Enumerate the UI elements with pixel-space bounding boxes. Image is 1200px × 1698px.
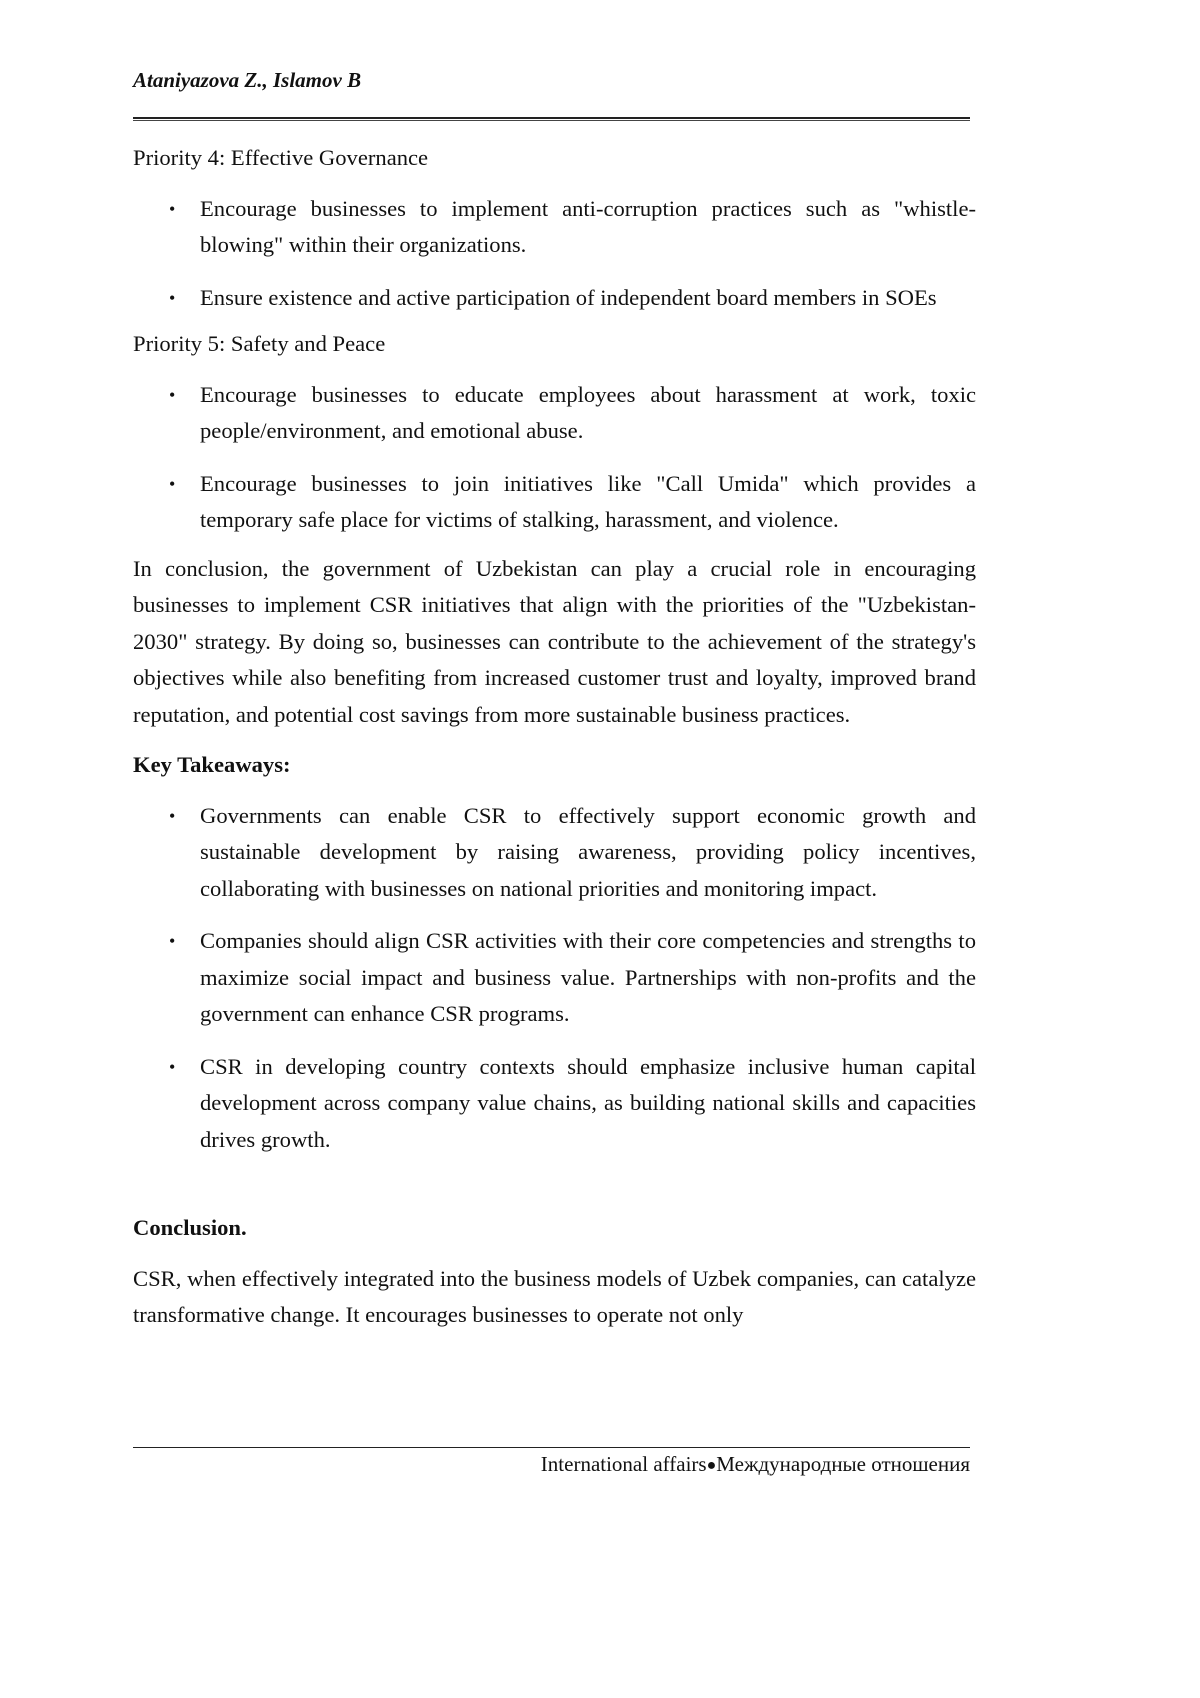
- conclusion-heading: Conclusion.: [133, 1215, 247, 1240]
- conclusion-text: CSR, when effectively integrated into the business models of Uzbek companies, can catalyze transformative change. It encourages businesses to operate not only: [133, 1265, 976, 1327]
- priority-4-title: Priority 4: Effective Governance: [133, 145, 429, 170]
- footer-divider: [133, 1447, 970, 1448]
- list-item: • Ensure existence and active participation of independent board members in SOEs: [133, 280, 976, 317]
- bullet-icon: •: [169, 473, 176, 494]
- priority-5-list: [133, 377, 976, 539]
- header-divider: [133, 117, 970, 121]
- bullet-icon: •: [169, 287, 176, 308]
- conclusion-paragraph: In conclusion, the government of Uzbekistan can play a crucial role in encouraging businesses to implement CSR initiatives that align with the priorities of the "Uzbekistan-2030" strategy. By doing so, businesses can contribute to the achievement of the strategy's objectives while also benefiting from increased customer trust and loyalty, improved brand reputation, and potential cost savings from more sustainable business practices.: [133, 555, 976, 727]
- bullet-icon: •: [169, 805, 176, 826]
- list-item: • Encourage businesses to educate employees about harassment at work, toxic people/environment, and emotional abuse.: [133, 377, 976, 450]
- list-item: • Governments can enable CSR to effectively support economic growth and sustainable development by raising awareness, providing policy incentives, collaborating with businesses on national priorities and monitoring impact.: [133, 798, 976, 908]
- priority-5-title: Priority 5: Safety and Peace: [133, 331, 386, 356]
- footer-journal-ru: Международные отношения: [716, 1452, 970, 1476]
- running-footer: [541, 1452, 970, 1477]
- bullet-icon: •: [169, 931, 176, 951]
- list-item: • CSR in developing country contexts should emphasize inclusive human capital development across company value chains, as building national skills and capacities drives growth.: [133, 1049, 976, 1159]
- priority-4-list: [133, 191, 976, 317]
- list-item: • Encourage businesses to join initiatives like "Call Umida" which provides a temporary safe place for victims of stalking, harassment, and violence.: [133, 466, 976, 539]
- bullet-icon: •: [169, 384, 176, 405]
- list-item: • Encourage businesses to implement anti-corruption practices such as "whistle-blowing" within their organizations.: [133, 191, 976, 264]
- list-item: • Companies should align CSR activities with their core competencies and strengths to maximize social impact and business value. Partnerships with non-profits and the government can enhance CSR programs.: [133, 923, 976, 1033]
- separator-dot-icon: ●: [706, 1457, 717, 1474]
- running-header-authors: Ataniyazova Z., Islamov B: [133, 68, 362, 92]
- bullet-icon: •: [169, 198, 176, 219]
- key-takeaways-heading: Key Takeaways:: [133, 752, 291, 777]
- bullet-icon: •: [169, 1056, 176, 1077]
- document-body: [133, 140, 976, 1334]
- footer-journal-en: International affairs: [540, 1452, 707, 1476]
- key-takeaways-list: [133, 798, 976, 1159]
